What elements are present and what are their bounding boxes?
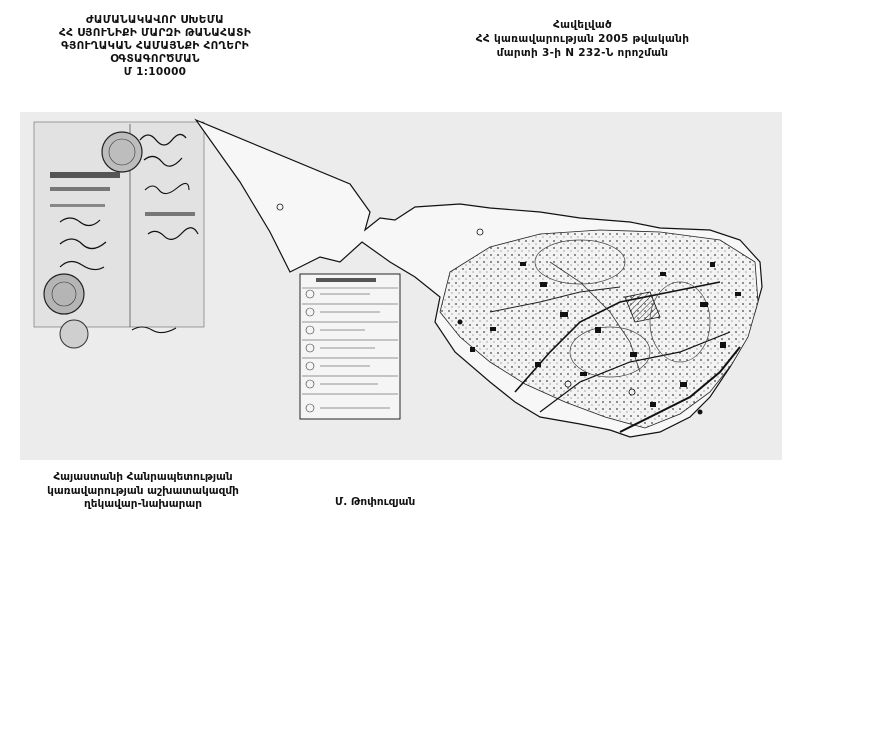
round-seal-icon — [44, 274, 84, 314]
map-title-block — [30, 14, 280, 79]
scanned-map-image — [20, 112, 782, 460]
footer-line-2: կառավարության աշխատակազմի — [47, 484, 239, 497]
round-seal-icon — [60, 320, 88, 348]
signature-sheet — [34, 122, 204, 348]
approval-line-3: մարտի 3-ի N 232-Ն որոշման — [496, 47, 669, 59]
approval-line-1: Հավելված — [552, 19, 613, 31]
title-line-1: ԺԱՄԱՆԱԿԱՎՈՐ ՍԽԵՄԱ — [85, 14, 225, 26]
approval-line-2: ՀՀ կառավարության 2005 թվականի — [475, 33, 690, 45]
title-line-4: ՕԳՏԱԳՈՐԾՄԱՆ — [110, 53, 200, 65]
title-line-2: ՀՀ ՍՅՈՒՆԻՔԻ ՄԱՐԶԻ ԹԱՆԱՀԱՏԻ — [58, 27, 251, 39]
footer-line-1: Հայաստանի Հանրապետության — [53, 471, 233, 483]
title-line-3: ԳՅՈՒՂԱԿԱՆ ՀԱՄԱՅՆՔԻ ՀՈՂԵՐԻ — [61, 40, 249, 52]
approval-block — [455, 18, 710, 60]
footer-official-title — [18, 471, 268, 512]
signatory-name: Մ. Թոփուզյան — [335, 496, 416, 508]
map-scale: Մ 1:10000 — [123, 66, 187, 78]
footer-line-3: ղեկավար-նախարար — [84, 498, 202, 510]
round-seal-icon — [102, 132, 142, 172]
map-legend — [300, 274, 400, 419]
